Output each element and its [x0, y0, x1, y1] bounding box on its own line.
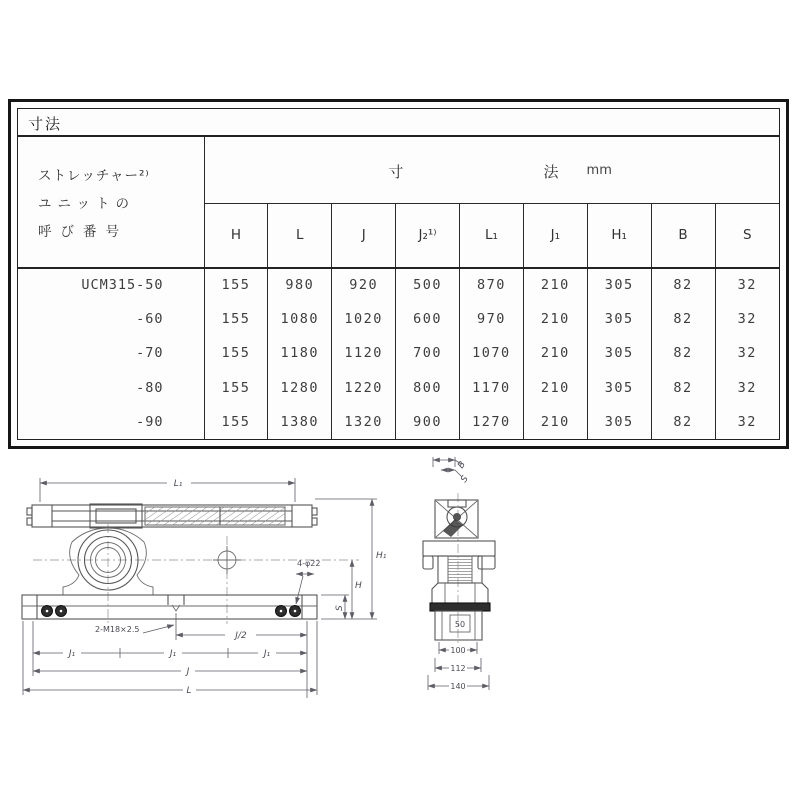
col-header-J2: J₂¹⁾ — [396, 203, 460, 267]
table-cell: 305 — [587, 336, 651, 370]
table-cell: 1080 — [268, 302, 332, 336]
table-row — [18, 405, 779, 439]
col-header-J1: J₁ — [523, 203, 587, 267]
table-cell: 700 — [396, 336, 460, 370]
table-cell: 32 — [715, 302, 779, 336]
table-cell: 1220 — [332, 371, 396, 405]
table-cell: 900 — [396, 405, 460, 439]
table-cell: 155 — [204, 405, 268, 439]
table-cell: 500 — [396, 268, 460, 302]
unit-number: -70 — [136, 345, 164, 362]
col-header-L: L — [268, 203, 332, 267]
bearing-block-end-view — [435, 500, 478, 538]
table-cell: 1120 — [332, 336, 396, 370]
unit-number: -80 — [136, 379, 164, 396]
dim-label-J1: J₁ — [68, 649, 76, 659]
table-cell: 82 — [651, 302, 715, 336]
name-header-line: ストレッチャー²⁾ — [38, 167, 150, 184]
dim-label-J: J — [186, 667, 190, 677]
table-row — [18, 336, 779, 370]
table-cell: 800 — [396, 371, 460, 405]
frame-bolt-circle — [213, 546, 241, 574]
table-cell: 82 — [651, 405, 715, 439]
centerlines — [33, 524, 359, 628]
table-cell: 82 — [651, 268, 715, 302]
table-cell: 155 — [204, 268, 268, 302]
unit-number: -60 — [136, 311, 164, 328]
col-header-H: H — [204, 203, 268, 267]
dim-label-J2: J/2 — [235, 631, 247, 641]
dim-label-140: 140 — [450, 682, 466, 691]
side-view-drawing — [415, 453, 535, 703]
table-row — [18, 268, 779, 302]
table-cell: 920 — [332, 268, 396, 302]
table-row — [18, 371, 779, 405]
table-cell: 870 — [460, 268, 524, 302]
table-cell: 210 — [523, 336, 587, 370]
table-frame — [17, 108, 780, 440]
name-column-header — [18, 137, 204, 268]
table-title: 寸法 — [18, 109, 779, 137]
table-cell: 155 — [204, 371, 268, 405]
table-cell: 82 — [651, 371, 715, 405]
table-cell: 1070 — [460, 336, 524, 370]
unit-number: -90 — [136, 413, 164, 430]
table-cell: 1320 — [332, 405, 396, 439]
table-cell: 1270 — [460, 405, 524, 439]
col-header-J: J — [332, 203, 396, 267]
table-cell: 210 — [523, 302, 587, 336]
dim-label-100: 100 — [450, 646, 466, 655]
table-cell: 970 — [460, 302, 524, 336]
table-cell: 305 — [587, 302, 651, 336]
dim-label-S: S — [459, 474, 471, 485]
thread-note: 2-M18×2.5 — [95, 625, 140, 634]
table-cell: 305 — [587, 405, 651, 439]
table-cell: 1380 — [268, 405, 332, 439]
table-cell: 1280 — [268, 371, 332, 405]
name-header-line: 呼び番号 — [38, 223, 128, 240]
table-cell: 32 — [715, 336, 779, 370]
dim-label-H: H — [355, 581, 362, 591]
table-cell: 32 — [715, 268, 779, 302]
dim-label-J1: J₁ — [263, 649, 271, 659]
dimension-grid — [18, 137, 779, 439]
dimension-table — [8, 99, 789, 449]
table-cell: 305 — [587, 371, 651, 405]
anchor-bolt-holes — [42, 606, 301, 617]
table-cell: 980 — [268, 268, 332, 302]
dim-label-S: S — [335, 605, 345, 611]
col-header-L1: L₁ — [460, 203, 524, 267]
col-header-B: B — [651, 203, 715, 267]
table-cell: 32 — [715, 405, 779, 439]
takeup-body-side — [423, 541, 495, 611]
col-header-S: S — [715, 203, 779, 267]
dimension-span-header — [204, 137, 779, 203]
span-header-char: 寸 — [388, 163, 404, 181]
dim-label-J1: J₁ — [169, 649, 177, 659]
table-cell: 155 — [204, 336, 268, 370]
col-header-H1: H₁ — [587, 203, 651, 267]
hole-note: 4-φ22 — [297, 559, 321, 568]
dim-label-L1: L₁ — [173, 479, 183, 489]
span-header-unit: mm — [586, 163, 612, 178]
table-cell: 155 — [204, 302, 268, 336]
name-header-line: ユニットの — [38, 195, 135, 212]
base-rail — [22, 595, 317, 619]
dim-label-H1: H₁ — [376, 551, 387, 561]
table-cell: 305 — [587, 268, 651, 302]
front-view-drawing — [15, 458, 405, 708]
table-cell: 210 — [523, 405, 587, 439]
table-cell: 1170 — [460, 371, 524, 405]
table-cell: 210 — [523, 268, 587, 302]
dim-label-L: L — [186, 686, 192, 696]
dim-label-B: B — [456, 459, 469, 471]
table-cell: 1180 — [268, 336, 332, 370]
table-row — [18, 302, 779, 336]
span-header-char: 法 — [543, 163, 559, 181]
table-cell: 32 — [715, 371, 779, 405]
table-cell: 600 — [396, 302, 460, 336]
table-cell: 1020 — [332, 302, 396, 336]
dim-label-112: 112 — [450, 664, 466, 673]
dim-label-50: 50 — [454, 620, 466, 629]
table-cell: 210 — [523, 371, 587, 405]
unit-number: UCM315-50 — [81, 277, 164, 294]
takeup-frame-rail — [27, 504, 317, 528]
table-cell: 82 — [651, 336, 715, 370]
